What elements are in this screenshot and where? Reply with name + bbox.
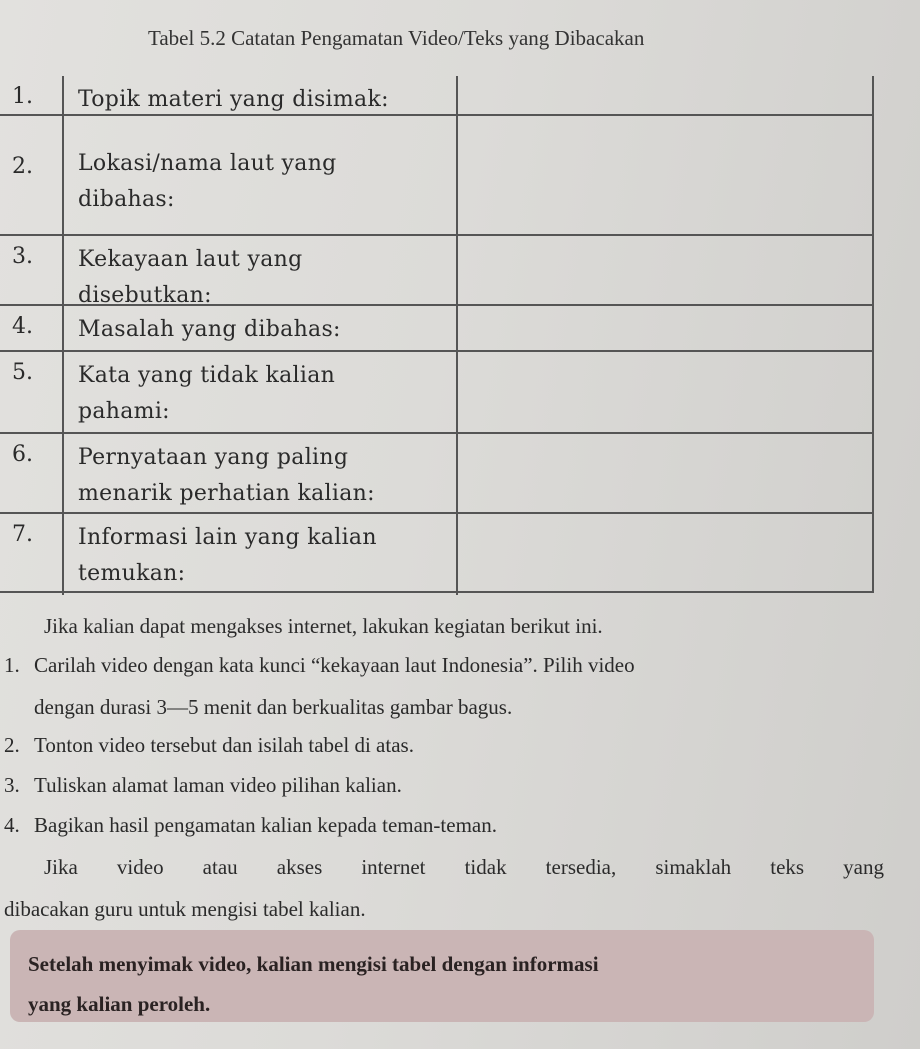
table-caption: Tabel 5.2 Catatan Pengamatan Video/Teks yang Dibacakan [148,26,645,50]
row-topic: Pernyataan yang paling menarik perhatian kalian: [62,434,458,514]
observation-table [0,76,874,593]
list-item: 3. Tuliskan alamat laman video pilihan kalian. [4,773,402,797]
note-box [10,930,874,1022]
row-number: 3. [12,244,33,269]
intro-text: Jika kalian dapat mengakses internet, lakukan kegiatan berikut ini. [44,614,603,638]
row-number: 2. [12,154,33,179]
answer-cell[interactable] [458,352,872,434]
row-number: 4. [12,314,33,339]
table-row [0,234,872,306]
answer-cell[interactable] [458,434,872,514]
row-topic: Kata yang tidak kalian pahami: [62,352,458,434]
row-topic: Lokasi/nama laut yang dibahas: [62,116,458,236]
row-topic: Informasi lain yang kalian temukan: [62,514,458,595]
row-number: 1. [12,84,33,109]
answer-cell[interactable] [458,236,872,306]
fallback-paragraph: Jika video atau akses internet tidak tersedia, simaklah teks yang dibacakan guru untuk mengisi tabel kalian. [4,855,884,921]
row-number: 5. [12,360,33,385]
list-item: 1. Carilah video dengan kata kunci “kekayaan laut Indonesia”. Pilih video dengan durasi 3—5 menit dan berkualitas gambar bagus. [4,653,635,719]
row-number: 7. [12,522,33,547]
table-row [0,432,872,514]
answer-cell[interactable] [458,76,872,114]
table-row [0,350,872,434]
answer-cell[interactable] [458,306,872,352]
note-text: Setelah menyimak video, kalian mengisi tabel dengan informasi yang kalian peroleh. [28,952,599,1016]
answer-cell[interactable] [458,116,872,236]
table-row [0,114,872,236]
row-topic: Topik materi yang disimak: [62,76,458,114]
answer-cell[interactable] [458,514,872,595]
row-topic: Kekayaan laut yang disebutkan: [62,236,458,306]
list-item: 2. Tonton video tersebut dan isilah tabel di atas. [4,733,414,757]
table-row [0,76,872,114]
list-item: 4. Bagikan hasil pengamatan kalian kepada teman-teman. [4,813,497,837]
table-row [0,512,872,595]
table-row [0,304,872,352]
row-topic: Masalah yang dibahas: [62,306,458,352]
row-number: 6. [12,442,33,467]
